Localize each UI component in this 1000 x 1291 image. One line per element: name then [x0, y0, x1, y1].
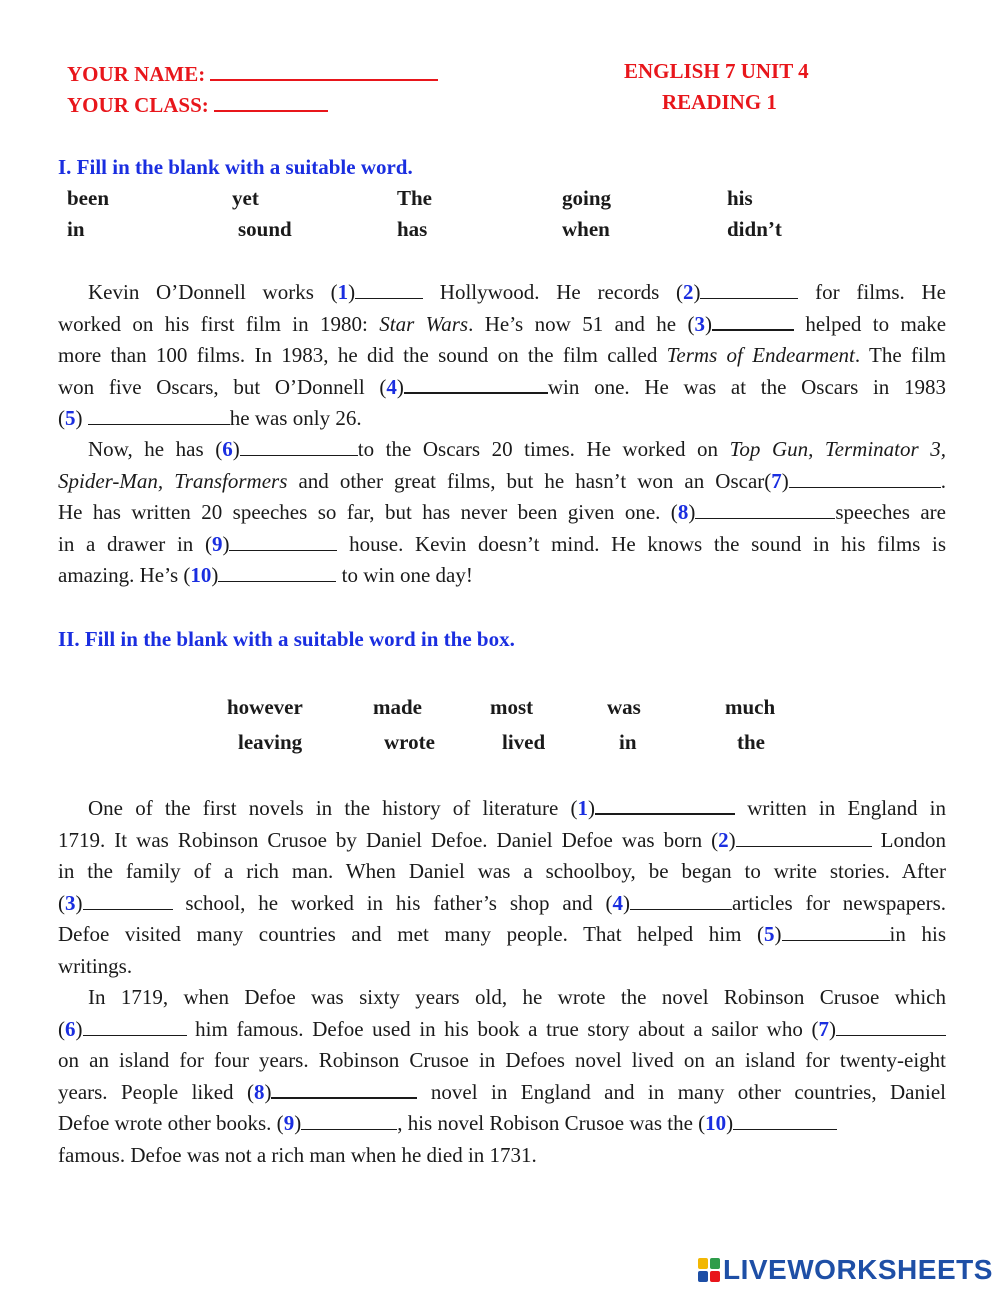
word-box-item: when — [562, 217, 610, 241]
text-line: In 1719, when Defoe was sixty years old, he wrote the novel Robinson Crusoe which — [88, 985, 946, 1009]
logo-icon — [697, 1257, 721, 1283]
blank-2[interactable] — [700, 278, 798, 299]
text-line: famous. Defoe was not a rich man when he died in 1731. — [58, 1142, 537, 1167]
text-line: in a drawer in (9) house. Kevin doesn’t mind. He knows the sound in his films is — [58, 531, 946, 556]
text-line: worked on his first film in 1980: Star Wars. He’s now 51 and he (3) helped to make — [58, 309, 946, 341]
section-1-paragraph-1 — [58, 277, 946, 435]
text-line: years. People liked (8) novel in England and in many other countries, Daniel — [58, 1077, 946, 1109]
logo-square — [710, 1271, 720, 1282]
text-line: (6) him famous. Defoe used in his book a true story about a sailor who (7) — [58, 1014, 946, 1046]
text-line: in the family of a rich man. When Daniel was a schoolboy, be began to write stories. After — [58, 859, 946, 883]
text-line: writings. — [58, 953, 133, 978]
word-box-item: in — [619, 730, 637, 754]
blank-7[interactable] — [836, 1015, 946, 1036]
text-line: Now, he has (6) to the Oscars 20 times. He worked on Top Gun, Terminator 3, — [88, 437, 946, 461]
text-line: He has written 20 speeches so far, but has never been given one. (8) speeches are — [58, 500, 946, 524]
blank-2[interactable] — [736, 826, 872, 847]
word-box-item: sound — [238, 217, 292, 241]
liveworksheets-logo[interactable] — [697, 1254, 993, 1286]
word-box-item: made — [373, 695, 422, 719]
section-2-paragraph-1 — [58, 793, 946, 982]
text-line: amazing. He’s (10) to win one day! — [58, 563, 473, 587]
course-title: ENGLISH 7 UNIT 4 — [624, 59, 809, 83]
section-2-title: II. Fill in the blank with a suitable word in the box. — [58, 627, 515, 651]
word-box-item: going — [562, 186, 612, 210]
text-line: Kevin O’Donnell works (1) Hollywood. He records (2) for films. He — [88, 280, 946, 304]
text-line: Defoe visited many countries and met many people. That helped him (5) in his — [58, 922, 946, 946]
blank-1[interactable] — [355, 278, 423, 299]
word-box-item: been — [67, 186, 109, 210]
word-box-item: however — [227, 695, 303, 719]
text-line: One of the first novels in the history of literature (1) written in England in — [58, 793, 946, 825]
logo-square — [698, 1258, 708, 1269]
logo-square — [698, 1271, 708, 1282]
blank-9[interactable] — [229, 530, 337, 551]
name-field[interactable] — [210, 59, 438, 81]
word-box-item: was — [607, 695, 641, 719]
word-box-item: most — [490, 695, 534, 719]
class-label-row — [67, 90, 328, 118]
word-box-item: leaving — [238, 730, 303, 754]
word-box-item: his — [727, 186, 753, 210]
word-box-item: the — [737, 730, 765, 754]
blank-7[interactable] — [789, 467, 941, 488]
blank-3[interactable] — [83, 889, 173, 910]
word-box-item: wrote — [384, 730, 435, 754]
logo-text: LIVEWORKSHEETS — [723, 1254, 993, 1285]
word-box-item: much — [725, 695, 776, 719]
word-box-item: lived — [502, 730, 546, 754]
text-line: 1719. It was Robinson Crusoe by Daniel Defoe. Daniel Defoe was born (2) London — [58, 827, 946, 852]
blank-6[interactable] — [240, 435, 358, 456]
blank-8[interactable] — [271, 1077, 417, 1099]
blank-8[interactable] — [695, 498, 835, 519]
word-box-item: in — [67, 217, 85, 241]
text-line: (5) he was only 26. — [58, 406, 362, 430]
text-line: (3) school, he worked in his father’s shop and (4) articles for newspapers. — [58, 890, 946, 915]
blank-3[interactable] — [712, 309, 794, 331]
section-1-paragraph-2 — [58, 434, 946, 592]
name-label-row — [67, 59, 438, 87]
class-field[interactable] — [214, 90, 328, 112]
text-line: more than 100 films. In 1983, he did the sound on the film called Terms of Endearment. The film — [58, 343, 947, 367]
section-1-title: I. Fill in the blank with a suitable word. — [58, 155, 413, 179]
text-line: on an island for four years. Robinson Crusoe in Defoes novel lived on an island for twenty-eight — [58, 1048, 946, 1072]
blank-4[interactable] — [630, 889, 732, 910]
name-label: YOUR NAME: — [67, 62, 206, 86]
lesson-title: READING 1 — [662, 90, 777, 114]
class-label: YOUR CLASS: — [67, 93, 209, 117]
word-box-item: has — [397, 217, 428, 241]
text-line: Spider-Man, Transformers and other great films, but he hasn’t won an Oscar(7) . — [58, 468, 947, 493]
word-box-item: didn’t — [727, 217, 782, 241]
logo-square — [710, 1258, 720, 1269]
blank-6[interactable] — [83, 1015, 187, 1036]
text-line: Defoe wrote other books. (9) , his novel Robison Crusoe was the (10) — [58, 1108, 946, 1140]
word-box-item: yet — [232, 186, 259, 210]
section-2-paragraph-2 — [58, 982, 946, 1171]
blank-1[interactable] — [595, 793, 735, 815]
blank-10[interactable] — [733, 1109, 837, 1130]
blank-10[interactable] — [218, 561, 336, 582]
blank-9[interactable] — [301, 1109, 397, 1130]
blank-4[interactable] — [404, 372, 548, 394]
text-line: won five Oscars, but O’Donnell (4) win one. He was at the Oscars in 1983 — [58, 372, 946, 404]
blank-5[interactable] — [782, 920, 890, 941]
word-box-item: The — [397, 186, 433, 210]
blank-5[interactable] — [88, 404, 230, 425]
